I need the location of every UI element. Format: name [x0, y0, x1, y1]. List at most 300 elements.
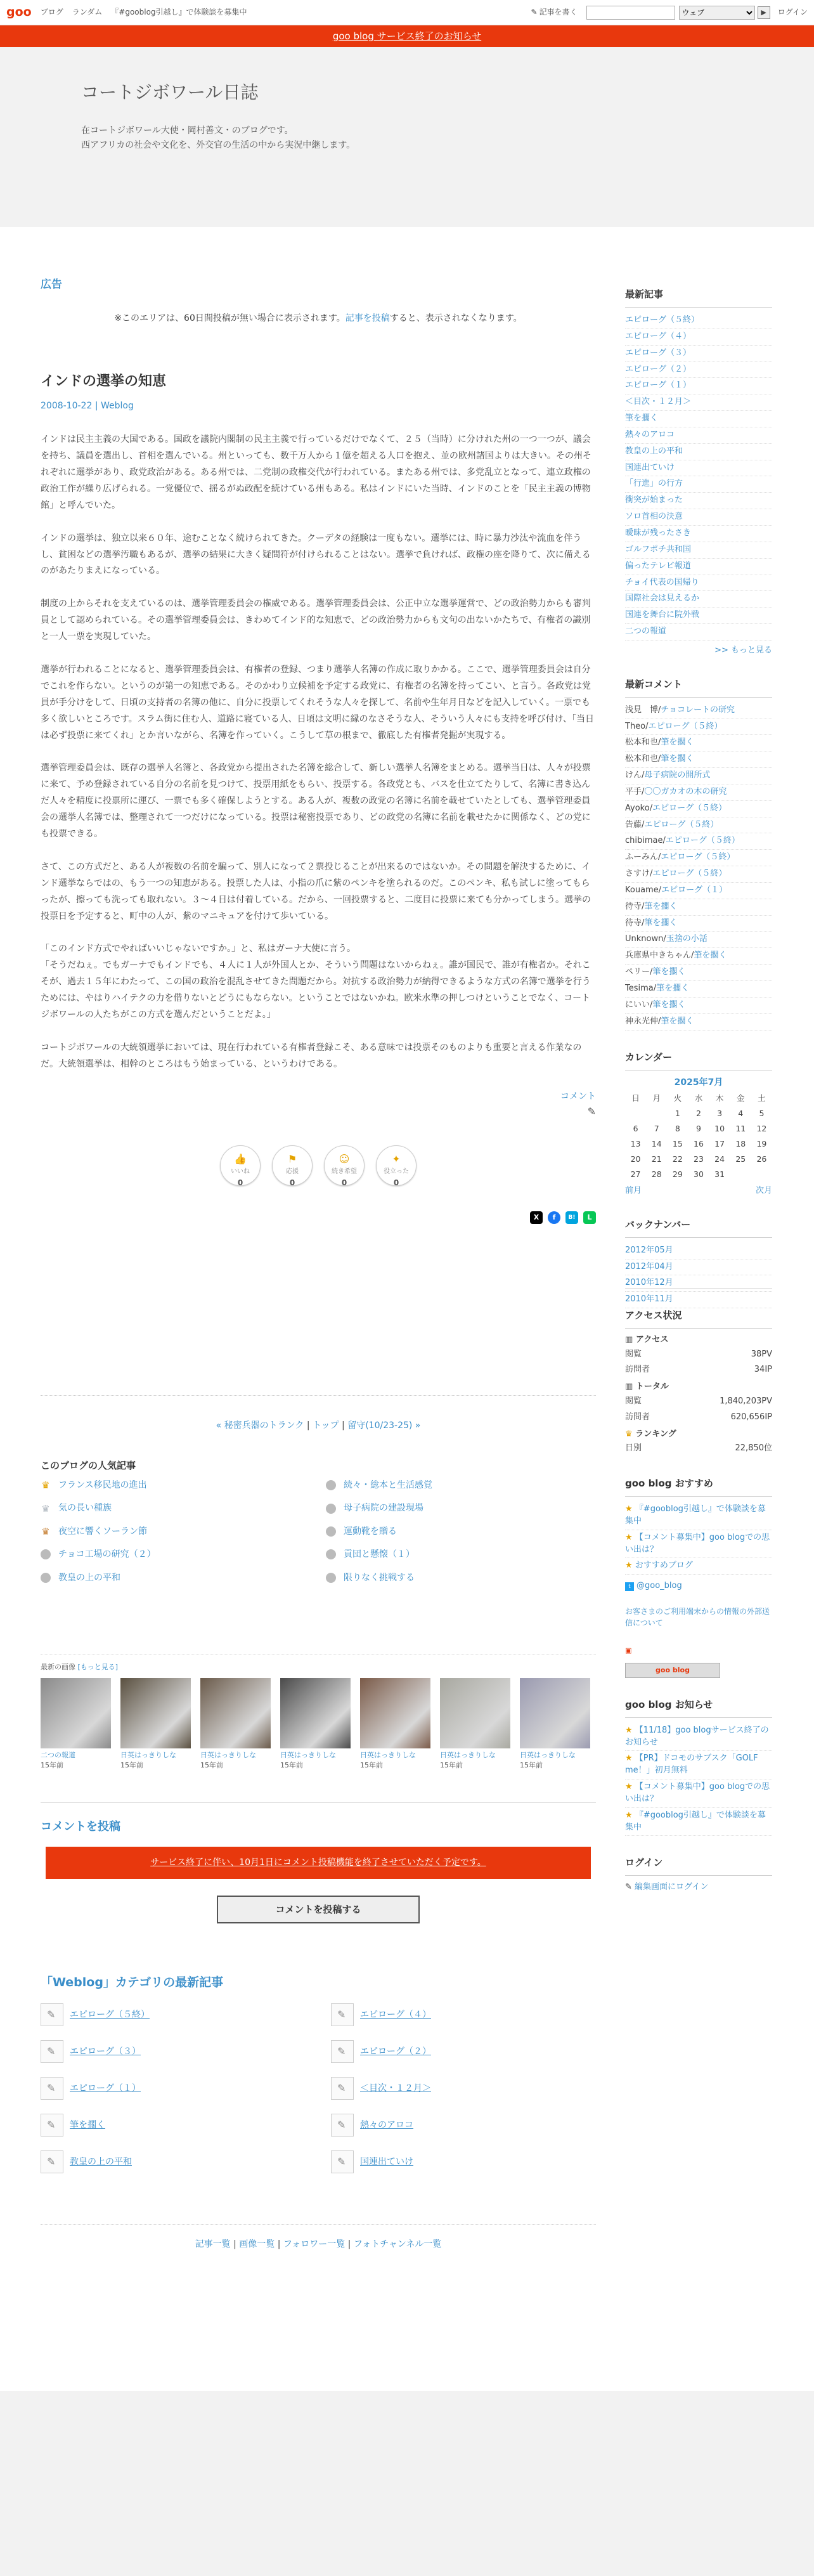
comment-author: Ayoko	[625, 803, 650, 813]
calendar-day[interactable]: 9	[696, 1123, 701, 1133]
calendar-next-link[interactable]: 次月	[755, 1185, 772, 1195]
calendar-day[interactable]: 11	[735, 1123, 746, 1133]
comment-separator: /	[691, 951, 694, 961]
thumbnail-date: 15年前	[360, 1760, 383, 1769]
category-item-link[interactable]: エピローグ（４）	[360, 2009, 431, 2020]
comment-post-link[interactable]: 筆を擱く	[661, 754, 694, 764]
circle-icon	[41, 1549, 51, 1559]
comment-post-link[interactable]: 筆を擱く	[644, 901, 678, 911]
comment-separator: /	[650, 967, 653, 977]
ad-note-after: すると、表示されなくなります。	[389, 313, 522, 324]
calendar-day[interactable]: 13	[630, 1138, 641, 1148]
star-icon: ★	[625, 1810, 635, 1820]
thumbnail-caption[interactable]: 二つの報道	[41, 1750, 75, 1759]
image-thumb[interactable]	[360, 1678, 430, 1771]
calendar-day[interactable]: 7	[654, 1123, 659, 1133]
recommend-link[interactable]: 【コメント募集中】goo blogでの思い出は？	[625, 1532, 770, 1554]
recent-post-link[interactable]: 二つの報道	[625, 627, 667, 637]
document-icon	[41, 2040, 63, 2063]
category-item-link[interactable]: エピローグ（１）	[70, 2083, 141, 2093]
recommend-list	[625, 1502, 772, 1575]
category-item	[41, 2077, 306, 2100]
recent-post-item	[625, 591, 772, 608]
pv-label: 閲覧	[625, 1349, 642, 1359]
total-pv-value: 1,840,203PV	[720, 1396, 772, 1406]
post-paragraph: インドの選挙は、独立以来６０年、途むことなく続けられてきた。クーデタの経験は一度もない。選挙には、時に暴力沙汰や流血を伴うし、貧困などの選挙汚職もあるが、選挙の結果に大きく疑問符が付けられることはない。選挙で負ければ、政権の座を降りて、次に備えるのがあたりまえになっている。	[41, 533, 591, 576]
comment-separator: /	[642, 771, 645, 781]
recent-post-link[interactable]: 衝突が始まった	[625, 495, 683, 505]
calendar-day[interactable]: 6	[633, 1123, 638, 1133]
reaction-useful[interactable]	[376, 1145, 417, 1186]
bar-chart-icon: ▥	[625, 1334, 636, 1344]
category-item-link[interactable]: エピローグ（３）	[70, 2046, 141, 2057]
recommend-item	[625, 1558, 772, 1575]
recent-post-link[interactable]: 国際社会は見えるか	[625, 594, 700, 604]
thumbnail-image[interactable]	[41, 1678, 111, 1748]
recent-comment-item	[625, 801, 772, 817]
recent-post-item	[625, 559, 772, 575]
calendar-day[interactable]: 24	[714, 1154, 725, 1164]
recent-post-item	[625, 346, 772, 362]
calendar-day[interactable]: 1	[675, 1108, 680, 1118]
recent-posts-more-link[interactable]: >> もっと見る	[714, 645, 772, 655]
recent-comment-item	[625, 965, 772, 981]
post-category[interactable]: Weblog	[101, 400, 134, 411]
widget-login	[625, 1855, 772, 1894]
news-link[interactable]: 『#gooblog引越し』で体験談を募集中	[625, 1810, 766, 1832]
calendar-day[interactable]: 3	[717, 1108, 723, 1118]
document-icon	[41, 2114, 63, 2137]
comment-post-link[interactable]: 〇〇ガカオの木の研究	[644, 786, 727, 797]
category-item-link[interactable]: 熱々のアロコ	[360, 2119, 413, 2130]
calendar-weekday: 日	[631, 1093, 640, 1103]
recent-comment-item	[625, 751, 772, 768]
blog-title[interactable]: コートジボワール日誌	[81, 82, 259, 103]
backnumber-link[interactable]: 2012年05月	[625, 1245, 673, 1255]
service-end-notice[interactable]: goo blog サービス終了のお知らせ	[0, 25, 814, 47]
goo-logo[interactable]: goo	[6, 5, 32, 20]
circle-icon	[326, 1573, 336, 1583]
comment-separator: /	[650, 869, 653, 879]
calendar-day[interactable]: 18	[735, 1138, 746, 1148]
news-item	[625, 1723, 772, 1752]
reaction-more[interactable]	[324, 1145, 365, 1186]
news-link[interactable]: 【PR】ドコモのサブスク「GOLF me！」初月無料	[625, 1753, 758, 1776]
calendar-day[interactable]: 12	[756, 1123, 767, 1133]
write-article-link[interactable]: 記事を書く	[539, 7, 578, 16]
recent-post-item	[625, 493, 772, 509]
recent-post-link[interactable]: 国連出ていけ	[625, 462, 675, 472]
calendar-day[interactable]: 26	[756, 1154, 767, 1164]
top-link[interactable]: トップ	[313, 1420, 339, 1431]
calendar-nav	[625, 1185, 772, 1198]
popular-item-link[interactable]: 限りなく挑戦する	[344, 1572, 415, 1583]
post-paragraph: コートジボワールの大統領選挙においては、現在行われている有権者登録こそ、ある意味では投票そのものよりも重要と言える作業なのだ。大統領選挙は、相幹のところはもう始まっている、というわけである。	[41, 1042, 582, 1069]
star-icon: ★	[625, 1725, 635, 1735]
popular-item-link[interactable]: 続々・総本と生活感覚	[344, 1480, 432, 1491]
recent-post-link[interactable]: ゴルフポチ共和国	[625, 544, 692, 554]
reaction-label: 続き希望	[332, 1168, 357, 1176]
comment-post-link[interactable]: 筆を擱く	[652, 999, 686, 1010]
category-item	[331, 2077, 596, 2100]
widget-title: ログイン	[625, 1855, 772, 1876]
backnumber-item	[625, 1292, 772, 1308]
recent-post-item	[625, 411, 772, 427]
comment-post-link[interactable]: チョコレートの研究	[661, 705, 735, 715]
calendar-day[interactable]: 8	[675, 1123, 680, 1133]
search-go-button[interactable]: ▶	[758, 6, 770, 19]
post-paragraph: さて、この方式だと、ある人が複数の名前を騙って、別人になって２票投じることが出来るのではないか。その問題を解決するために、インド選挙ならではの、もう一つの知恵がある。投票した人は、小指の爪に紫のペンキを塗られるのだ。このペンキ、私も試しに塗ってもらったが、擦っても洗っても取れない。３～４日は付着している。だから、一回投票すると、二度目に投票に来ても分かってしまう。選挙の投票日を予定すると、町中の人が、紫のマニキュアを付けて歩いている。	[41, 861, 591, 921]
thumbnail-image[interactable]	[120, 1678, 191, 1748]
photo-channel-link[interactable]: フォトチャンネル一覧	[353, 2239, 442, 2250]
login-link-wrap	[625, 1881, 772, 1894]
recent-comment-item	[625, 948, 772, 965]
post-paragraph: 選挙管理委員会は、既存の選挙人名簿と、各政党から提出された名簿を総合して、新しい選挙人名簿をまとめる。選挙当日は、人々が投票に来て、予め登録されている自分の名前を見つけて、投票用紙をもらい、投票する。各政党とも、バスを仕立てたりして、名簿に書き込んだ人々を精度に投票所に運び、一票でも多く確保しようとする。ある人が、複数の政党の名簿に名前を載せていたとしても、選挙管理委員会の選挙人名簿では、整理されて一つだけになっている。投票は秘密投票であり、どの政党の名簿に名前を載せたかに関係なく、どの党にも投票できる。	[41, 763, 591, 839]
footer-links: 記事一覧 | 画像一覧 | フォロワー一覧 | フォトチャンネル一覧	[41, 2224, 596, 2251]
flag-icon: ⚑	[287, 1152, 297, 1165]
thumbnail-caption[interactable]: 日英はっきりしな	[200, 1750, 256, 1759]
recent-post-item	[625, 542, 772, 559]
category-item-link[interactable]: 筆を擱く	[70, 2119, 105, 2130]
share-facebook-icon[interactable]: f	[548, 1211, 560, 1224]
reaction-like[interactable]	[220, 1145, 261, 1186]
comment-post-link[interactable]: エピローグ（５終）	[652, 869, 727, 879]
popular-item	[41, 1547, 311, 1561]
comment-post-link[interactable]: エピローグ（５終）	[652, 803, 727, 813]
login-link[interactable]: ログイン	[777, 7, 808, 16]
image-thumb[interactable]	[200, 1678, 271, 1771]
comment-separator: /	[658, 1016, 661, 1026]
calendar-day[interactable]: 14	[651, 1138, 662, 1148]
bar-chart-icon: ▥	[625, 1382, 636, 1392]
calendar-day[interactable]: 27	[630, 1169, 641, 1179]
popular-item	[41, 1571, 311, 1585]
reaction-cheer[interactable]	[272, 1145, 313, 1186]
widget-backnumber	[625, 1217, 772, 1304]
backnumber-link[interactable]: 2010年11月	[625, 1294, 673, 1304]
ad-post-link[interactable]: 記事を投稿	[345, 313, 390, 324]
comment-post-link[interactable]: エピローグ（５終）	[665, 836, 740, 846]
thumbnail-caption[interactable]: 日英はっきりしな	[360, 1750, 416, 1759]
recent-post-link[interactable]: 筆を擱く	[625, 413, 659, 424]
calendar-day[interactable]: 30	[694, 1169, 704, 1179]
topbar-link-random[interactable]: ランダム	[72, 7, 103, 16]
comment-author: 浅見 博	[625, 705, 659, 715]
recent-comment-item	[625, 784, 772, 801]
popular-item-link[interactable]: チョコ工場の研究（２）	[58, 1549, 156, 1560]
post-date[interactable]: 2008-10-22	[41, 400, 93, 411]
reaction-label: 応援	[286, 1168, 299, 1176]
category-item-link[interactable]: 国連出ていけ	[360, 2156, 413, 2167]
topbar-link-campaign[interactable]: 『#gooblog引越し』で体験談を募集中	[111, 7, 247, 16]
comment-post-link[interactable]: 母子病院の開所式	[644, 771, 711, 781]
thumbnail-caption[interactable]: 日英はっきりしな	[120, 1750, 176, 1759]
post-paragraph: インドは民主主義の大国である。国政を議院内閣制の民主主義で行っているだけでなくて、２５（当時）に分けれた州の一つ一つが、議会を持ち、議員を選出し、首相を選んでいる。州といっても、数千万人から１億を超える人口を抱え、並の欧州諸国よりは大きい。その州それぞれに選挙があり、政党政治がある。ある州では、二党制の政権交代が行われている。またある州では、多党乱立となって、連立政権の政治工作が繰り広げられる。一党優位で、揺るがぬ政配を続けている州もある。私はインドにいた当時、インドのことを「民主主義の博物館」と呼んでいた。	[41, 434, 591, 511]
calendar-week	[625, 1152, 772, 1167]
post-navigation: « 秘密兵器のトランク | トップ | 留守(10/23-25) »	[41, 1395, 596, 1433]
recent-post-link[interactable]: ＜目次・１２月＞	[625, 397, 692, 407]
comment-separator: /	[658, 885, 662, 895]
recent-comment-item	[625, 932, 772, 948]
recent-images-more[interactable]: [もっと見る]	[77, 1662, 119, 1671]
image-thumb[interactable]	[440, 1678, 510, 1771]
thumbnail-image[interactable]	[280, 1678, 351, 1748]
calendar-day[interactable]: 4	[738, 1108, 744, 1118]
circle-icon	[41, 1573, 51, 1583]
recent-post-link[interactable]: 「行進」の行方	[625, 479, 683, 489]
goo-blog-badge[interactable]: goo blog	[625, 1663, 720, 1678]
thumbnail-image[interactable]	[440, 1678, 510, 1748]
comment-author: ふーみん	[625, 852, 659, 862]
day-rank-value: 22,850位	[735, 1443, 772, 1454]
image-thumb[interactable]	[120, 1678, 191, 1771]
calendar-day[interactable]: 22	[672, 1154, 683, 1164]
recent-comment-item	[625, 981, 772, 998]
post-title[interactable]: インドの選挙の知恵	[41, 373, 167, 389]
popular-heading: このブログの人気記事	[41, 1460, 136, 1472]
calendar-day[interactable]: 28	[651, 1169, 662, 1179]
popular-item-link[interactable]: フランス移民地の進出	[58, 1480, 147, 1491]
comment-post-link[interactable]: 筆を擱く	[656, 984, 690, 994]
calendar-day[interactable]: 2	[696, 1108, 701, 1118]
document-icon	[331, 2150, 354, 2173]
article-list-link[interactable]: 記事一覧	[195, 2239, 231, 2250]
recommend-link[interactable]: おすすめブログ	[635, 1561, 693, 1571]
category-item-link[interactable]: 教皇の上の平和	[70, 2156, 132, 2167]
share-buttons	[41, 1211, 596, 1224]
comment-post-link[interactable]: エピローグ（１）	[661, 885, 728, 895]
thumbnail-date: 15年前	[200, 1760, 223, 1769]
pv-label: 閲覧	[625, 1396, 642, 1406]
reaction-label: 役立った	[384, 1168, 409, 1176]
recent-post-link[interactable]: エピローグ（１）	[625, 381, 692, 391]
comment-post-link[interactable]: 筆を擱く	[661, 1016, 694, 1026]
category-item	[331, 2003, 596, 2026]
category-item	[41, 2040, 306, 2063]
comment-separator: /	[649, 803, 653, 813]
comment-post-link[interactable]: エピローグ（５終）	[644, 819, 719, 829]
popular-item	[41, 1478, 311, 1492]
star-icon: ★	[625, 1504, 635, 1514]
popular-item-link[interactable]: 母子病院の建設現場	[344, 1503, 423, 1514]
category-heading: 「Weblog」カテゴリの最新記事	[41, 1975, 224, 1989]
recent-post-item	[625, 526, 772, 542]
recent-post-link[interactable]: エピローグ（５終）	[625, 315, 700, 325]
calendar-day[interactable]: 29	[672, 1169, 683, 1179]
news-link[interactable]: 【11/18】goo blogサービス終了のお知らせ	[625, 1725, 769, 1747]
calendar-day[interactable]: 5	[759, 1108, 765, 1118]
recent-post-link[interactable]: チョイ代表の国帰り	[625, 577, 699, 587]
recent-post-link[interactable]: 教皇の上の平和	[625, 446, 683, 456]
recent-post-item	[625, 476, 772, 493]
calendar-day	[625, 1106, 646, 1121]
recent-post-link[interactable]: 熱々のアロコ	[625, 429, 675, 439]
image-list-link[interactable]: 画像一覧	[239, 2239, 275, 2250]
comment-post-link[interactable]: エピローグ（５終）	[661, 852, 735, 862]
popular-item-link[interactable]: 運動靴を贈る	[344, 1526, 397, 1537]
popular-item-link[interactable]: 夜空に響くソーラン節	[58, 1526, 147, 1537]
access-pv-row	[625, 1347, 772, 1363]
comment-link-wrap	[41, 1090, 596, 1103]
blog-description-line2: 西アフリカの社会や文化を、外交官の生活の中から実況中継します。	[81, 140, 356, 150]
category-item-link[interactable]: エピローグ（２）	[360, 2046, 431, 2057]
calendar-day[interactable]: 21	[651, 1154, 662, 1164]
popular-item-link[interactable]: 貢団と懸懐（１）	[344, 1549, 415, 1560]
total-pv-row	[625, 1394, 772, 1410]
news-link[interactable]: 【コメント募集中】goo blogでの思い出は？	[625, 1782, 770, 1804]
calendar-day[interactable]: 15	[672, 1138, 683, 1148]
comment-end-notice[interactable]: サービス終了に伴い、10月1日にコメント投稿機能を終了させていただく予定です。	[46, 1847, 591, 1878]
search-input[interactable]	[586, 6, 675, 20]
image-thumb[interactable]	[280, 1678, 351, 1771]
popular-item-link[interactable]: 教皇の上の平和	[58, 1572, 120, 1583]
thumbnail-date: 15年前	[440, 1760, 463, 1769]
category-item-link[interactable]: ＜目次・１２月＞	[360, 2083, 431, 2093]
global-topbar	[0, 0, 814, 25]
twitter-link-wrap	[625, 1580, 772, 1593]
comment-separator: /	[658, 852, 661, 862]
calendar-day[interactable]: 20	[630, 1154, 641, 1164]
recent-images-row	[41, 1678, 596, 1771]
edit-login-link[interactable]: 編集画面にログイン	[635, 1882, 709, 1892]
comment-post-link[interactable]: 筆を擱く	[694, 951, 727, 961]
calendar-day[interactable]: 17	[714, 1138, 725, 1148]
share-hatena-icon[interactable]: B!	[565, 1211, 578, 1224]
recent-images	[41, 1655, 596, 1771]
calendar-day[interactable]: 31	[714, 1169, 725, 1179]
comment-post-link[interactable]: エピローグ（５終）	[648, 721, 723, 731]
recent-post-link[interactable]: 国連を舞台に院外戦	[625, 610, 700, 620]
star-icon: ★	[625, 1782, 635, 1792]
document-icon	[331, 2040, 354, 2063]
thumbnail-date: 15年前	[41, 1760, 63, 1769]
category-item	[41, 2114, 306, 2137]
recent-post-link[interactable]: エピローグ（３）	[625, 348, 692, 358]
ranking-label	[625, 1428, 772, 1441]
recent-post-link[interactable]: 偏ったテレビ報道	[625, 561, 691, 571]
comment-post-link[interactable]: 筆を擱く	[661, 738, 694, 748]
image-thumb[interactable]	[520, 1678, 590, 1771]
backnumber-item	[625, 1275, 772, 1292]
ad-note-before: ※このエリアは、60日間投稿が無い場合に表示されます。	[114, 313, 346, 324]
access-today-text: アクセス	[635, 1334, 669, 1344]
popular-item	[326, 1571, 596, 1585]
thumbnail-caption[interactable]: 日英はっきりしな	[280, 1750, 336, 1759]
image-thumb[interactable]	[41, 1678, 111, 1771]
comment-link[interactable]: コメント	[560, 1091, 596, 1102]
recent-comment-item	[625, 866, 772, 883]
backnumber-link[interactable]: 2010年12月	[625, 1278, 673, 1288]
topbar-link-blog[interactable]: ブログ	[40, 7, 63, 16]
thumbnail-image[interactable]	[520, 1678, 590, 1748]
ad-note	[41, 297, 596, 357]
calendar-day[interactable]: 10	[714, 1123, 725, 1133]
pencil-icon: ✎	[625, 1882, 635, 1892]
edit-pen-icon[interactable]: ✎	[587, 1105, 596, 1118]
recent-comment-item	[625, 1014, 772, 1031]
recent-post-link[interactable]: エピローグ（４）	[625, 331, 692, 341]
post-paragraph: 選挙が行われることになると、選挙管理委員会は、有権者の登録、つまり選挙人名簿の作成に取りかかる。ここで、選挙管理委員会は自分でこれを作らない。というのが第一の知恵である。そのかわり立候補を予定する政党に、有権者の名簿を持ってこい、と言う。各政党は党員が手分けをして、日頃の支持者の名簿の他に、自分に投票してくれそうな人々を探して、名前や生年月日などを記入していく。一票でも多く欲しいところです。スラム街に住む人、道路に寝ている人、日頃は文明に縁のなさそうな人、そういう人々にも支持を呼び付け、「当日は必ず投票に来てくれ」とか言いながら、名簿を作っていく。こうして草の根まで、徹底した有権者発掘が実現する。	[41, 664, 595, 741]
widget-recent-comments	[625, 677, 772, 1031]
calendar-weekday: 木	[715, 1093, 724, 1103]
popular-posts	[41, 1458, 596, 1585]
document-icon	[41, 2003, 63, 2026]
prev-post-link[interactable]: « 秘密兵器のトランク	[216, 1420, 304, 1431]
widget-title: カレンダー	[625, 1050, 772, 1070]
follower-list-link[interactable]: フォロワー一覧	[283, 2239, 346, 2250]
recent-post-link[interactable]: エピローグ（２）	[625, 364, 692, 374]
backnumber-item	[625, 1259, 772, 1276]
popular-item-link[interactable]: 気の長い種族	[58, 1503, 112, 1514]
recent-comment-item	[625, 833, 772, 850]
calendar-day[interactable]: 19	[756, 1138, 767, 1148]
thumbnail-image[interactable]	[200, 1678, 271, 1748]
category-item-link[interactable]: エピローグ（５終）	[70, 2009, 150, 2020]
widget-news	[625, 1697, 772, 1837]
ip-label: 訪問者	[625, 1365, 650, 1375]
thumbnail-caption[interactable]: 日英はっきりしな	[520, 1750, 576, 1759]
ad-heading: 広告	[41, 278, 62, 291]
recommend-item	[625, 1502, 772, 1530]
widget-title: アクセス状況	[625, 1308, 772, 1329]
thumbnail-image[interactable]	[360, 1678, 430, 1748]
comment-post-link[interactable]: 玉捨の小話	[666, 934, 707, 944]
recent-post-link[interactable]: 曖昧が残ったさき	[625, 528, 692, 538]
comment-author: 待寺	[625, 901, 642, 911]
calendar-table	[625, 1076, 772, 1182]
external-notice-wrap	[625, 1606, 772, 1629]
calendar-day[interactable]: 23	[694, 1154, 704, 1164]
thumbnail-caption[interactable]: 日英はっきりしな	[440, 1750, 496, 1759]
calendar-week	[625, 1106, 772, 1121]
comment-heading: コメントを投稿	[41, 1802, 596, 1837]
calendar-prev-link[interactable]: 前月	[625, 1185, 642, 1195]
backnumber-link[interactable]: 2012年04月	[625, 1261, 673, 1272]
comment-author: 松本和也	[625, 754, 659, 764]
circle-icon	[326, 1480, 336, 1490]
comment-post-link[interactable]: 筆を擱く	[652, 967, 686, 977]
recent-images-title: 最新の画像	[41, 1662, 75, 1671]
news-list	[625, 1723, 772, 1837]
post-paragraph: 制度の上からそれを支えているのは、選挙管理委員会の権威である。選挙管理委員会は、公正中立な選挙運営で、どの政治勢力からも審判員として認められている。その選挙管理委員会は、きわめてインド的な知恵で、どの政治勢力からも文句の出ないかたちで、有権者の識別と一人一票を実現していた。	[41, 599, 591, 642]
calendar-day[interactable]: 16	[694, 1138, 704, 1148]
next-post-link[interactable]: 留守(10/23-25) »	[347, 1420, 421, 1431]
reaction-count: 0	[289, 1178, 295, 1188]
recent-post-link[interactable]: ソロ首相の決意	[625, 512, 683, 522]
twitter-link[interactable]: @goo_blog	[636, 1581, 682, 1591]
calendar-weekday: 水	[694, 1093, 703, 1103]
smile-icon: ☺	[339, 1152, 350, 1165]
document-icon	[331, 2003, 354, 2026]
share-x-icon[interactable]: X	[530, 1211, 543, 1224]
crown-icon: ♛	[41, 1502, 50, 1514]
search-scope-select[interactable]	[679, 6, 755, 20]
popular-item	[41, 1501, 311, 1515]
calendar-week	[625, 1136, 772, 1152]
recent-comments-list	[625, 703, 772, 1031]
comment-separator: /	[658, 705, 661, 715]
backnumber-scroll[interactable]	[625, 1243, 772, 1304]
comment-post-link[interactable]: 筆を擱く	[644, 918, 678, 928]
recommend-link[interactable]: 『#gooblog引越し』で体験談を募集中	[625, 1504, 766, 1526]
blog-header	[0, 47, 814, 227]
rss-icon[interactable]: ▣	[625, 1646, 632, 1655]
external-notice-link[interactable]: お客さまのご利用端末からの情報の外部送信について	[625, 1607, 770, 1628]
share-line-icon[interactable]: L	[583, 1211, 596, 1224]
post-comment-button[interactable]: コメントを投稿する	[217, 1896, 420, 1923]
recent-post-item	[625, 362, 772, 379]
calendar-day[interactable]: 25	[735, 1154, 746, 1164]
